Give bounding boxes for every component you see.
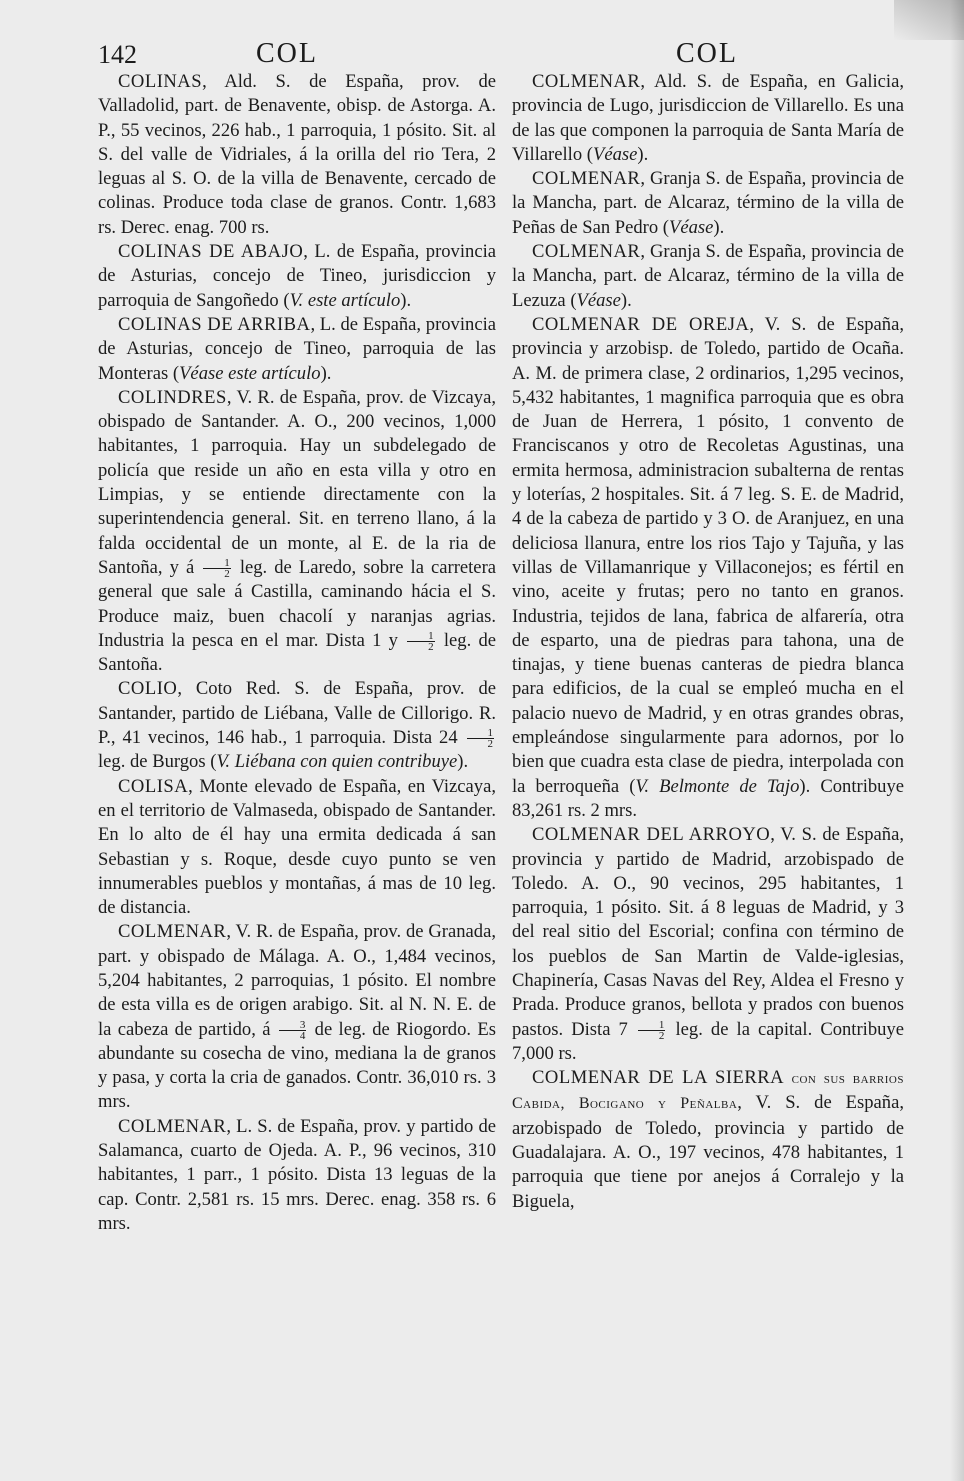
entry-headword: COLMENAR DE OREJA (532, 313, 750, 335)
fraction (638, 1020, 666, 1041)
entry-text: ). (320, 362, 332, 384)
dictionary-entry (98, 240, 496, 313)
fraction-denominator: 2 (428, 640, 434, 653)
fraction-denominator: 2 (224, 567, 230, 580)
fraction (407, 631, 435, 652)
dictionary-entry (512, 823, 904, 1066)
fraction-numerator: 1 (407, 631, 435, 642)
entry-headword: COLIO (118, 678, 178, 700)
entry-text: , L. S. de España, prov. y partido de Salamanca, cuarto de Ojeda. A. P., 96 vecinos, 310 habitantes, 1 parr., 1 pósito. Dista 13 leguas de la cap. Contr. 2,581 rs. 15 mrs. Derec. enag. 358 rs. 6 mrs. (98, 1115, 496, 1234)
entry-text: leg. de Burgos ( (98, 751, 217, 773)
entry-text: , V. R. de España, prov. de Granada, part. y obispado de Málaga. A. O., 1,484 vecinos, 5,204 habitantes, 2 parroquias, 1 pósito. El nombre de esta villa es de origen arabigo. Sit. al N. N. E. de la cabeza de partido, á (98, 921, 496, 1040)
entry-text: , L. de España, provincia de Asturias, concejo de Tineo, parroquia de las Monteras ( (98, 313, 496, 384)
entry-text: leg. de Laredo, sobre la carretera general que sale á Castilla, caminando hácia el S. Produce maiz, buen chacolí y naranjas agrias. Industria la pesca en el mar. Dista 1 y (98, 556, 497, 651)
dictionary-entry (98, 775, 496, 921)
fraction-numerator: 1 (467, 728, 495, 739)
entry-text: , Granja S. de España, provincia de la Mancha, part. de Alcaraz, término de la villa de Peñas de San Pedro ( (512, 168, 904, 238)
page-corner-shadow (894, 0, 964, 40)
entry-text: , Ald. S. de España, en Galicia, provincia de Lugo, jurisdiccion de Villarello. Es una de las que componen la parroquia de Santa María de Villarello ( (512, 71, 904, 165)
fraction-numerator: 1 (203, 558, 231, 569)
entry-headword: COLMENAR DEL ARROYO (532, 824, 771, 846)
entry-headword: COLMENAR (532, 168, 641, 190)
entry-headword: COLINAS DE ARRIBA (118, 313, 311, 335)
entry-text: , L. de España, provincia de Asturias, concejo de Tineo, jurisdiccion y parroquia de Sangoñedo ( (98, 241, 496, 311)
page-edge-shadow (950, 0, 964, 1481)
page-number: 142 (98, 40, 137, 69)
entry-headword: COLINAS (118, 71, 203, 92)
dictionary-entry (512, 240, 904, 313)
dictionary-entry (98, 920, 496, 1114)
entry-text: , Ald. S. de España, prov. de Valladolid, part. de Benavente, obisp. de Astorga. A. P., 55 vecinos, 226 hab., 1 parroquia, 1 pósito. Sit. al S. del valle de Vidriales, á la orilla del rio Tera, 2 leguas al S. O. de la villa de Benavente, cercado de colinas. Produce toda clase de granos. Contr. 1,683 rs. Derec. enag. 700 rs. (98, 71, 496, 238)
cross-reference: Véase (669, 216, 714, 238)
entry-text: , V. R. de España, prov. de Vizcaya, obispado de Santander. A. O., 200 vecinos, 1,000 habitantes, 1 parroquia. Hay un subdelegado de policía que reside un año en esta villa y otro en Limpias, y se entiende directamente con la superintendencia general. Sit. en terreno llano, á la falda occidental de un monte, al E. de la ria de Santoña, y á (98, 386, 496, 578)
cross-reference: V. Liébana con quien contribuye (216, 751, 458, 773)
fraction-denominator: 2 (487, 738, 493, 751)
entry-text: ). (400, 289, 412, 311)
entry-text: leg. de Santoña. (98, 629, 497, 676)
dictionary-entry (98, 313, 496, 386)
entry-text: , V. S. de España, provincia y arzobisp. de Toledo, partido de Ocaña. A. M. de primera clase, 2 ordinarios, 1,295 vecinos, 5,432 habitantes, 1 magnifica parroquia que es obra de Juan de Herrera, 1 pósito, 1 convento de Franciscanos y otro de Recoletas Agustinas, una ermita hermosa, administracion subalterna de rentas y loterías, 2 hospitales. Sit. á 7 leg. S. E. de Madrid, 4 de la cabeza de partido y 3 O. de Aranjuez, en una deliciosa llanura, entre los rios Tajo y Tajuña, y las villas de Villamanrique y Villaconejos; es fértil en vino, aceite y frutas; pero no tanto en granos. Industria, tejidos de lana, fabrica de alfarería, otra de esparto, una de piedras para tahona, una de tinajas, y tiene buenas canteras de piedra blanca para edificios, de la cual se empleó mucha en el palacio nuevo de Madrid, y en otras grandes obras, empleándose singularmente para adornos, por lo bien que cuadra esta clase de piedra, interpolada con la berroqueña ( (512, 313, 904, 797)
entry-text: ). (620, 289, 632, 311)
dictionary-entry (98, 677, 496, 774)
entry-text: ). Contribuye 83,261 rs. 2 mrs. (512, 775, 905, 821)
entry-text: , Monte elevado de España, en Vizcaya, en el territorio de Valmaseda, obispado de Santander. En lo alto de él hay una ermita dedicada á san Sebastian y s. Roque, desde cuyo punto se ven innumerables pueblos y montañas, á mas de 10 leg. de distancia. (98, 775, 496, 919)
cross-reference: Véase este artículo (179, 362, 321, 384)
fraction-denominator: 4 (299, 1029, 306, 1042)
entry-headword: COLISA (118, 775, 189, 797)
entry-text: ). (457, 751, 469, 773)
dictionary-entry (98, 1115, 496, 1236)
cross-reference: V. este artículo (289, 289, 401, 311)
entry-text: ). (637, 143, 649, 165)
entry-text: ). (713, 216, 725, 238)
cross-reference: V. Belmonte de Tajo (635, 775, 800, 797)
dictionary-entry (512, 313, 904, 823)
dictionary-entry (512, 167, 904, 240)
dictionary-entry (512, 1066, 904, 1214)
fraction-numerator: 3 (279, 1020, 307, 1031)
entry-headword: COLINAS DE ABAJO (118, 241, 304, 263)
entry-headword: COLMENAR (532, 241, 641, 263)
entry-text: , V. S. de España, provincia y partido de Madrid, arzobispado de Toledo. A. O., 90 vecinos, 295 habitantes, 1 parroquia, 1 pósito. Sit. á 8 leguas de Madrid, y 3 del real sitio del Escorial; confina con término de los pueblos de San Martin de Valde-iglesias, Chapinería, Casas Navas del Rey, Aldea el Fresno y Prada. Produce granos, bellota y prados con buenos pastos. Dista 7 (512, 824, 905, 1040)
entry-text: , V. S. de España, arzobispado de Toledo, provincia y partido de Guadalajara. A. O., 197 vecinos, 478 habitantes, 1 parroquia que tiene por anejos á Corralejo y la Biguela, (512, 1092, 904, 1212)
page-header (98, 38, 898, 72)
cross-reference: Véase (592, 143, 638, 165)
entry-subheading: con sus barrios Cabida, Bocigano y Peñalba (512, 1070, 904, 1113)
entry-headword: COLMENAR (118, 921, 227, 943)
fraction-denominator: 2 (658, 1029, 665, 1042)
entry-headword: COLMENAR DE LA SIERRA (532, 1067, 785, 1089)
fraction-numerator: 1 (638, 1020, 666, 1031)
fraction (279, 1020, 307, 1041)
left-column (98, 70, 496, 1236)
entry-headword: COLMENAR (532, 71, 641, 92)
entry-headword: COLMENAR (118, 1115, 227, 1137)
right-column (512, 70, 904, 1214)
dictionary-entry (98, 70, 496, 240)
entry-text: de leg. de Riogordo. Es abundante su cosecha de vino, mediana la de granos y pasa, y corta la cria de ganados. Contr. 36,010 rs. 3 mrs. (98, 1018, 496, 1113)
entry-text: leg. de la capital. Contribuye 7,000 rs. (512, 1018, 904, 1064)
entry-text: , Coto Red. S. de España, prov. de Santander, partido de Liébana, Valle de Cillorigo. R. P., 41 vecinos, 146 hab., 1 parroquia. Dista 24 (98, 678, 496, 749)
fraction (203, 558, 231, 579)
fraction (467, 728, 495, 749)
dictionary-entry (98, 386, 496, 678)
dictionary-entry (512, 70, 904, 167)
cross-reference: Véase (576, 289, 621, 311)
running-head-left: COL (256, 38, 318, 69)
running-head-right: COL (676, 38, 738, 69)
entry-text: , Granja S. de España, provincia de la Mancha, part. de Alcaraz, término de la villa de Lezuza ( (512, 241, 904, 311)
entry-headword: COLINDRES (118, 386, 227, 408)
